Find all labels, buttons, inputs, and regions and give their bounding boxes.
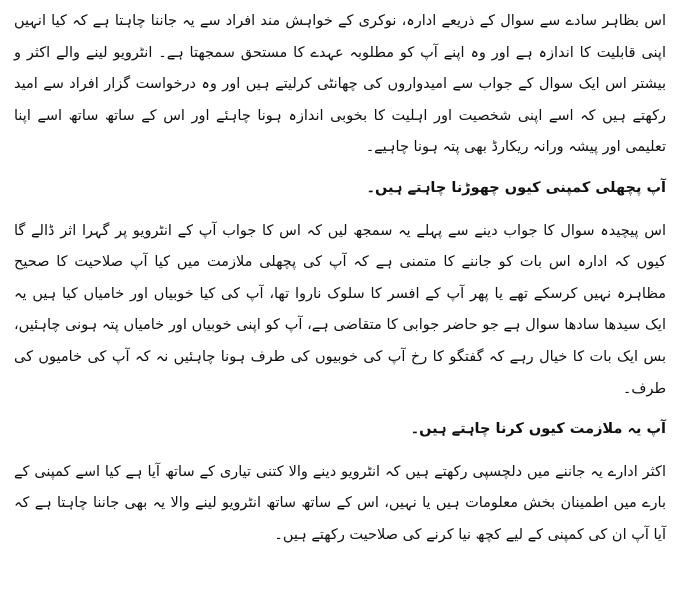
paragraph-leave-company: اس پیچیدہ سوال کا جواب دینے سے پہلے یہ سمجھ لیں کہ اس کا جواب آپ کے انٹرویو پر گہرا اثر ڈالے گا کیوں کہ ادارہ اس بات کو جاننے کا متمنی ہے کہ آپ کی پچھلی ملازمت میں کیا آپ صلاحیت کا صحیح مظاہرہ نہیں کرسکے تھے یا پھر آپ کے افسر کا سلوک ناروا تھا، آپ کی کیا خوبیاں اور خامیاں کیا ہیں یہ ایک سیدھا سادھا سوال ہے جو حاضر جوابی کا متقاضی ہے، آپ کو اپنی خوبیاں اور خامیاں پتہ ہونی چاہئیں، بس ایک بات کا خیال رہے کہ گفتگو کا رخ آپ کی خوبیوں کی طرف ہونا چاہئیں نہ کہ آپ کی خامیوں کی طرف۔ xyxy=(14,222,666,397)
paragraph-why-job: اکثر ادارے یہ جاننے میں دلچسپی رکھتے ہیں کہ انٹرویو دینے والا کتنی تیاری کے ساتھ آیا ہے کیا اسے کمپنی کے بارے میں اطمینان بخش معلومات ہیں یا نہیں، اس کے ساتھ ساتھ انٹرویو لینے والا یہ بھی جاننا چاہتا ہے کہ آیا آپ ان کی کمپنی کے لیے کچھ نیا کرنے کی صلاحیت رکھتے ہیں۔ xyxy=(14,463,666,543)
question-heading-why-job: آپ یہ ملازمت کیوں کرنا چاہتے ہیں۔ xyxy=(410,421,666,438)
question-heading-leave-company: آپ پچھلی کمپنی کیوں چھوڑنا چاہتے ہیں۔ xyxy=(366,179,666,196)
paragraph-intro: اس بظاہر سادے سے سوال کے ذریعے ادارہ، نوکری کے خواہش مند افراد سے یہ جاننا چاہتا ہے کہ کیا انہیں اپنی قابلیت کا اندازہ ہے اور وہ اپنے آپ کو مطلوبہ عہدے کا مستحق سمجھتا ہے۔ انٹرویو لینے والے اکثر و بیشتر اس ایک سوال کے جواب سے امیدواروں کی چھانٹی کرلیتے ہیں اور وہ درخواست گزار افراد سے امید رکھتے ہیں کہ اسے اپنی شخصیت اور اہلیت کا بخوبی اندازہ ہونا چاہئے اور اس کے ساتھ ساتھ اسے اپنا تعلیمی اور پیشہ ورانہ ریکارڈ بھی پتہ ہونا چاہیے۔ xyxy=(14,13,666,156)
article-body xyxy=(14,6,666,561)
